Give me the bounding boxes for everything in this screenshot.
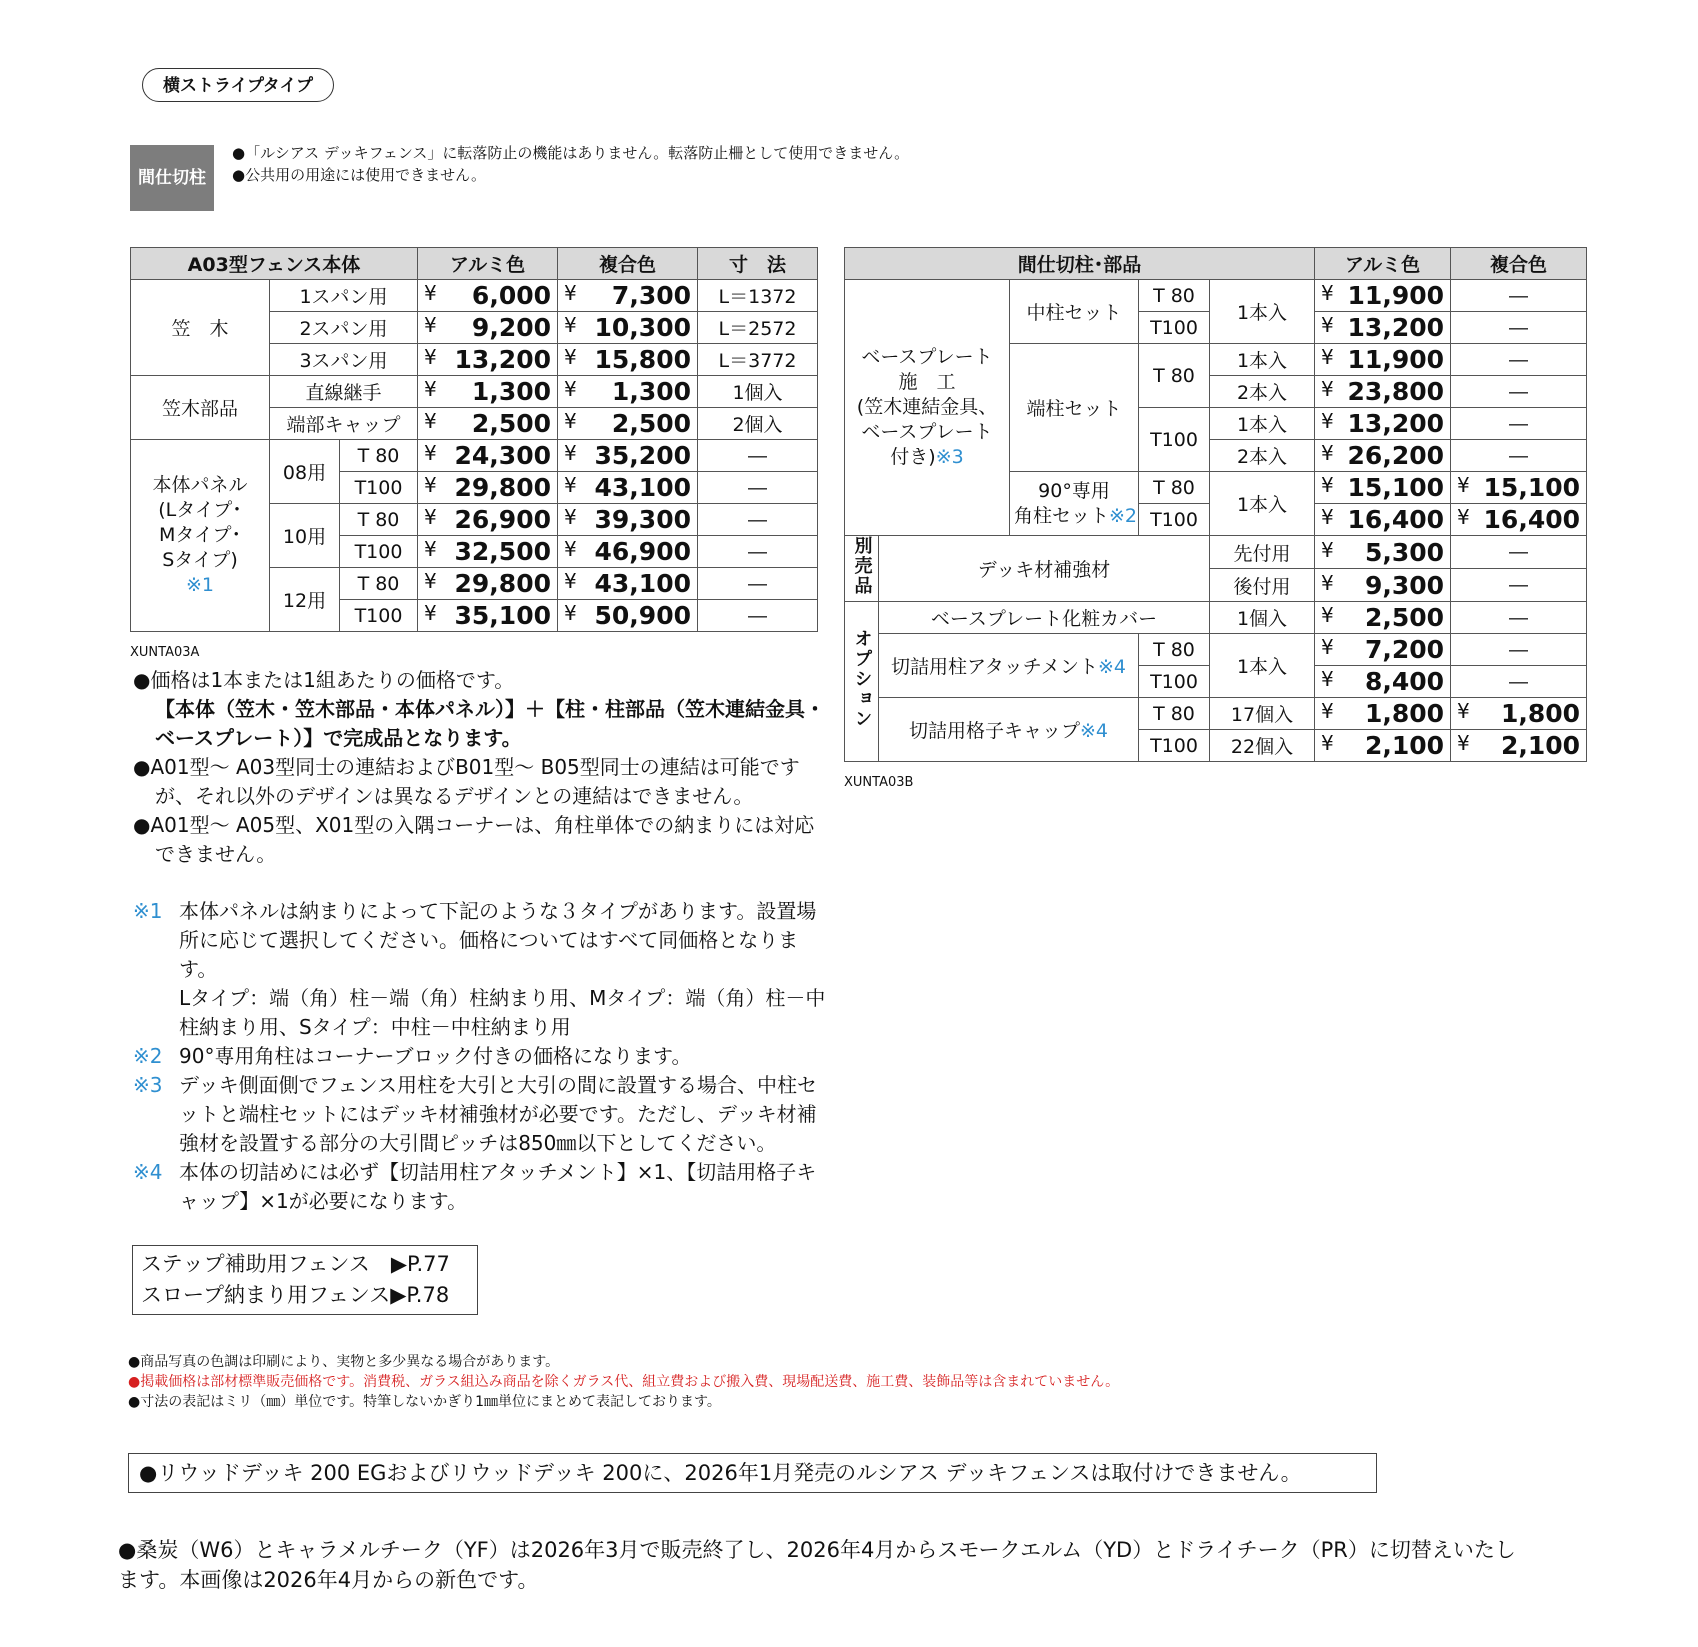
small-note-3: ●寸法の表記はミリ（㎜）単位です。特筆しないかぎり1㎜単位にまとめて表記しております。 <box>128 1394 721 1410</box>
t-size: T 80 <box>1139 344 1210 408</box>
table-row <box>131 376 818 408</box>
warning-1: ●「ルシアス デッキフェンス」に転落防止の機能はありません。転落防止柵として使用できません。 <box>232 144 910 162</box>
group-label: 10用 <box>270 504 340 568</box>
header-fukugo: 複合色 <box>1451 248 1587 280</box>
price-fukugo: ¥ 2,100 <box>1451 730 1587 762</box>
header-alumi: アルミ色 <box>1315 248 1451 280</box>
price-alumi: ¥ 29,800 <box>418 568 558 600</box>
qty-cell: 1本入 <box>1210 472 1315 536</box>
nakabashira-label: 中柱セット <box>1010 280 1139 344</box>
price-fukugo: ¥ 16,400 <box>1451 504 1587 536</box>
price-alumi: ¥ 7,200 <box>1315 634 1451 666</box>
price-alumi: ¥ 13,200 <box>1315 312 1451 344</box>
price-fukugo: ¥ 39,300 <box>558 504 698 536</box>
qty-cell: 22個入 <box>1210 730 1315 762</box>
cover-label: ベースプレート化粧カバー <box>879 602 1210 634</box>
attach-label: 切詰用柱アタッチメント※4 <box>879 634 1139 698</box>
qty-cell: 2本入 <box>1210 440 1315 472</box>
price-alumi: ¥ 11,900 <box>1315 280 1451 312</box>
post-parts-price-table <box>844 247 1587 762</box>
price-fukugo: ¥ 15,800 <box>558 344 698 376</box>
color-change-notice: ●桑炭（W6）とキャラメルチーク（YF）は2026年3月で販売終了し、2026年4月からスモークエルム（YD）とドライチーク（PR）に切替えいたします。本画像は2026年4月からの新色です。 <box>118 1538 1516 1592</box>
price-fukugo: ¥ 10,300 <box>558 312 698 344</box>
t-size: T100 <box>1139 408 1210 472</box>
hashira-label: 端柱セット <box>1010 344 1139 472</box>
size-cell: ― <box>698 440 818 472</box>
row-label: 端部キャップ <box>270 408 418 440</box>
table-code: XUNTA03A <box>130 645 200 660</box>
row-label: 2スパン用 <box>270 312 418 344</box>
price-alumi: ¥ 1,300 <box>418 376 558 408</box>
header-size: 寸 法 <box>698 248 818 280</box>
t-size: T100 <box>340 472 418 504</box>
price-fukugo: ¥ 1,800 <box>1451 698 1587 730</box>
header-alumi: アルミ色 <box>418 248 558 280</box>
kasagi-label: 笠 木 <box>131 280 270 376</box>
size-cell: ― <box>698 536 818 568</box>
note-item: ●A01型～ A05型、X01型の入隅コーナーは、角柱単体での納まりには対応できません。 <box>133 813 815 866</box>
price-alumi: ¥ 26,900 <box>418 504 558 536</box>
price-alumi: ¥ 9,300 <box>1315 569 1451 602</box>
t-size: T 80 <box>340 440 418 472</box>
row-label: 直線継手 <box>270 376 418 408</box>
reference-box <box>132 1245 478 1315</box>
footnote-1-extra: Lタイプ：端（角）柱－端（角）柱納まり用、Mタイプ：端（角）柱－中柱納まり用、Sタイプ：中柱－中柱納まり用 <box>179 986 826 1039</box>
size-cell: ― <box>698 600 818 632</box>
price-fukugo: ― <box>1451 408 1587 440</box>
price-alumi: ¥ 15,100 <box>1315 472 1451 504</box>
price-fukugo: ¥ 46,900 <box>558 536 698 568</box>
qty-cell: 17個入 <box>1210 698 1315 730</box>
price-fukugo: ¥ 43,100 <box>558 472 698 504</box>
t-size: T100 <box>1139 666 1210 698</box>
qty-cell: 2本入 <box>1210 376 1315 408</box>
qty-cell: 1本入 <box>1210 634 1315 698</box>
price-alumi: ¥ 13,200 <box>1315 408 1451 440</box>
price-fukugo: ¥ 2,500 <box>558 408 698 440</box>
size-cell: 2個入 <box>698 408 818 440</box>
footnote-3: ※3 デッキ側面側でフェンス用柱を大引と大引の間に設置する場合、中柱セットと端柱セットにはデッキ材補強材が必要です。ただし、デッキ材補強材を設置する部分の大引間ピッチは850㎜以下としてください。 <box>133 1073 817 1155</box>
kaku-label: 90°専用 角柱セット※2 <box>1010 472 1139 536</box>
t-size: T 80 <box>1139 634 1210 666</box>
buhin-label: 笠木部品 <box>131 376 270 440</box>
t-size: T 80 <box>340 568 418 600</box>
price-alumi: ¥ 11,900 <box>1315 344 1451 376</box>
qty-cell: 1本入 <box>1210 280 1315 344</box>
price-alumi: ¥ 13,200 <box>418 344 558 376</box>
note-item: ●価格は1本または1組あたりの価格です。 <box>133 668 515 692</box>
qty-cell: 後付用 <box>1210 569 1315 602</box>
table-row <box>131 440 818 472</box>
price-fukugo: ― <box>1451 569 1587 602</box>
table-row <box>845 602 1587 634</box>
qty-cell: 1本入 <box>1210 408 1315 440</box>
size-cell: L＝2572 <box>698 312 818 344</box>
t-size: T 80 <box>1139 698 1210 730</box>
price-alumi: ¥ 26,200 <box>1315 440 1451 472</box>
price-alumi: ¥ 1,800 <box>1315 698 1451 730</box>
option-label: オプション <box>845 602 879 762</box>
header-product: 間仕切柱･部品 <box>845 248 1315 280</box>
header-product: A03型フェンス本体 <box>131 248 418 280</box>
footnote-1: ※1 本体パネルは納まりによって下記のような３タイプがあります。設置場所に応じて選択してください。価格についてはすべて同価格となります。 <box>133 899 817 981</box>
fence-body-price-table <box>130 247 818 632</box>
size-cell: 1個入 <box>698 376 818 408</box>
size-cell: L＝1372 <box>698 280 818 312</box>
table-row <box>845 634 1587 666</box>
price-alumi: ¥ 2,500 <box>1315 602 1451 634</box>
price-fukugo: ― <box>1451 312 1587 344</box>
table-row <box>845 536 1587 569</box>
footnotes <box>133 897 833 1216</box>
ref-slope-fence[interactable]: スロープ納まり用フェンス▶P.78 <box>141 1283 450 1307</box>
price-fukugo: ― <box>1451 634 1587 666</box>
price-alumi: ¥ 35,100 <box>418 600 558 632</box>
category-badge: 間仕切柱 <box>130 145 214 211</box>
price-fukugo: ― <box>1451 344 1587 376</box>
size-cell: L＝3772 <box>698 344 818 376</box>
t-size: T100 <box>340 600 418 632</box>
small-note-1: ●商品写真の色調は印刷により、実物と多少異なる場合があります。 <box>128 1354 560 1370</box>
price-fukugo: ¥ 1,300 <box>558 376 698 408</box>
price-fukugo: ― <box>1451 280 1587 312</box>
header-fukugo: 複合色 <box>558 248 698 280</box>
price-fukugo: ― <box>1451 666 1587 698</box>
price-fukugo: ¥ 15,100 <box>1451 472 1587 504</box>
table-row <box>845 698 1587 730</box>
row-label: 1スパン用 <box>270 280 418 312</box>
base-plate-label: ベースプレート 施 工 (笠木連結金具、 ベースプレート 付き)※3 <box>845 280 1010 536</box>
table-row <box>131 280 818 312</box>
qty-cell: 1個入 <box>1210 602 1315 634</box>
price-fukugo: ― <box>1451 440 1587 472</box>
price-fukugo: ¥ 50,900 <box>558 600 698 632</box>
t-size: T100 <box>1139 312 1210 344</box>
price-fukugo: ― <box>1451 602 1587 634</box>
t-size: T 80 <box>1139 280 1210 312</box>
price-notes <box>133 666 833 869</box>
size-cell: ― <box>698 472 818 504</box>
row-label: 3スパン用 <box>270 344 418 376</box>
ref-step-fence[interactable]: ステップ補助用フェンス ▶P.77 <box>141 1252 450 1276</box>
t-size: T100 <box>340 536 418 568</box>
compat-notice: ●リウッドデッキ 200 EGおよびリウッドデッキ 200に、2026年1月発売のルシアス デッキフェンスは取付けできません。 <box>128 1453 1377 1493</box>
price-alumi: ¥ 29,800 <box>418 472 558 504</box>
price-fukugo: ¥ 43,100 <box>558 568 698 600</box>
price-alumi: ¥ 32,500 <box>418 536 558 568</box>
cap-label: 切詰用格子キャップ※4 <box>879 698 1139 762</box>
price-alumi: ¥ 23,800 <box>1315 376 1451 408</box>
size-cell: ― <box>698 568 818 600</box>
price-alumi: ¥ 8,400 <box>1315 666 1451 698</box>
warning-2: ●公共用の用途には使用できません。 <box>232 166 486 184</box>
price-alumi: ¥ 24,300 <box>418 440 558 472</box>
price-fukugo: ― <box>1451 536 1587 569</box>
betsu-label: 別売品 <box>845 536 879 602</box>
small-note-2: ●掲載価格は部材標準販売価格です。消費税、ガラス組込み商品を除くガラス代、組立費および搬入費、現場配送費、施工費、装飾品等は含まれていません。 <box>128 1374 1120 1390</box>
t-size: T100 <box>1139 730 1210 762</box>
size-cell: ― <box>698 504 818 536</box>
panel-label: 本体パネル (Lタイプ･ Mタイプ･ Sタイプ) ※1 <box>131 440 270 632</box>
price-alumi: ¥ 2,500 <box>418 408 558 440</box>
t-size: T 80 <box>1139 472 1210 504</box>
t-size: T 80 <box>340 504 418 536</box>
table-code: XUNTA03B <box>844 775 914 790</box>
deck-label: デッキ材補強材 <box>879 536 1210 602</box>
footnote-2: ※2 90°専用角柱はコーナーブロック付きの価格になります。 <box>133 1044 692 1068</box>
price-alumi: ¥ 9,200 <box>418 312 558 344</box>
price-alumi: ¥ 16,400 <box>1315 504 1451 536</box>
price-fukugo: ― <box>1451 376 1587 408</box>
t-size: T100 <box>1139 504 1210 536</box>
qty-cell: 1本入 <box>1210 344 1315 376</box>
price-alumi: ¥ 6,000 <box>418 280 558 312</box>
price-fukugo: ¥ 35,200 <box>558 440 698 472</box>
note-item: 【本体（笠木・笠木部品・本体パネル）】＋【柱・柱部品（笠木連結金具・ベースプレート）】で完成品となります。 <box>155 697 825 750</box>
price-alumi: ¥ 2,100 <box>1315 730 1451 762</box>
footnote-4: ※4 本体の切詰めには必ず【切詰用柱アタッチメント】×1、【切詰用格子キャップ】×1が必要になります。 <box>133 1160 817 1213</box>
group-label: 12用 <box>270 568 340 632</box>
price-fukugo: ¥ 7,300 <box>558 280 698 312</box>
group-label: 08用 <box>270 440 340 504</box>
type-label: 横ストライプタイプ <box>142 68 334 102</box>
price-alumi: ¥ 5,300 <box>1315 536 1451 569</box>
note-item: ●A01型～ A03型同士の連結およびB01型～ B05型同士の連結は可能ですが、それ以外のデザインは異なるデザインとの連結はできません。 <box>133 755 800 808</box>
qty-cell: 先付用 <box>1210 536 1315 569</box>
table-row <box>845 280 1587 312</box>
